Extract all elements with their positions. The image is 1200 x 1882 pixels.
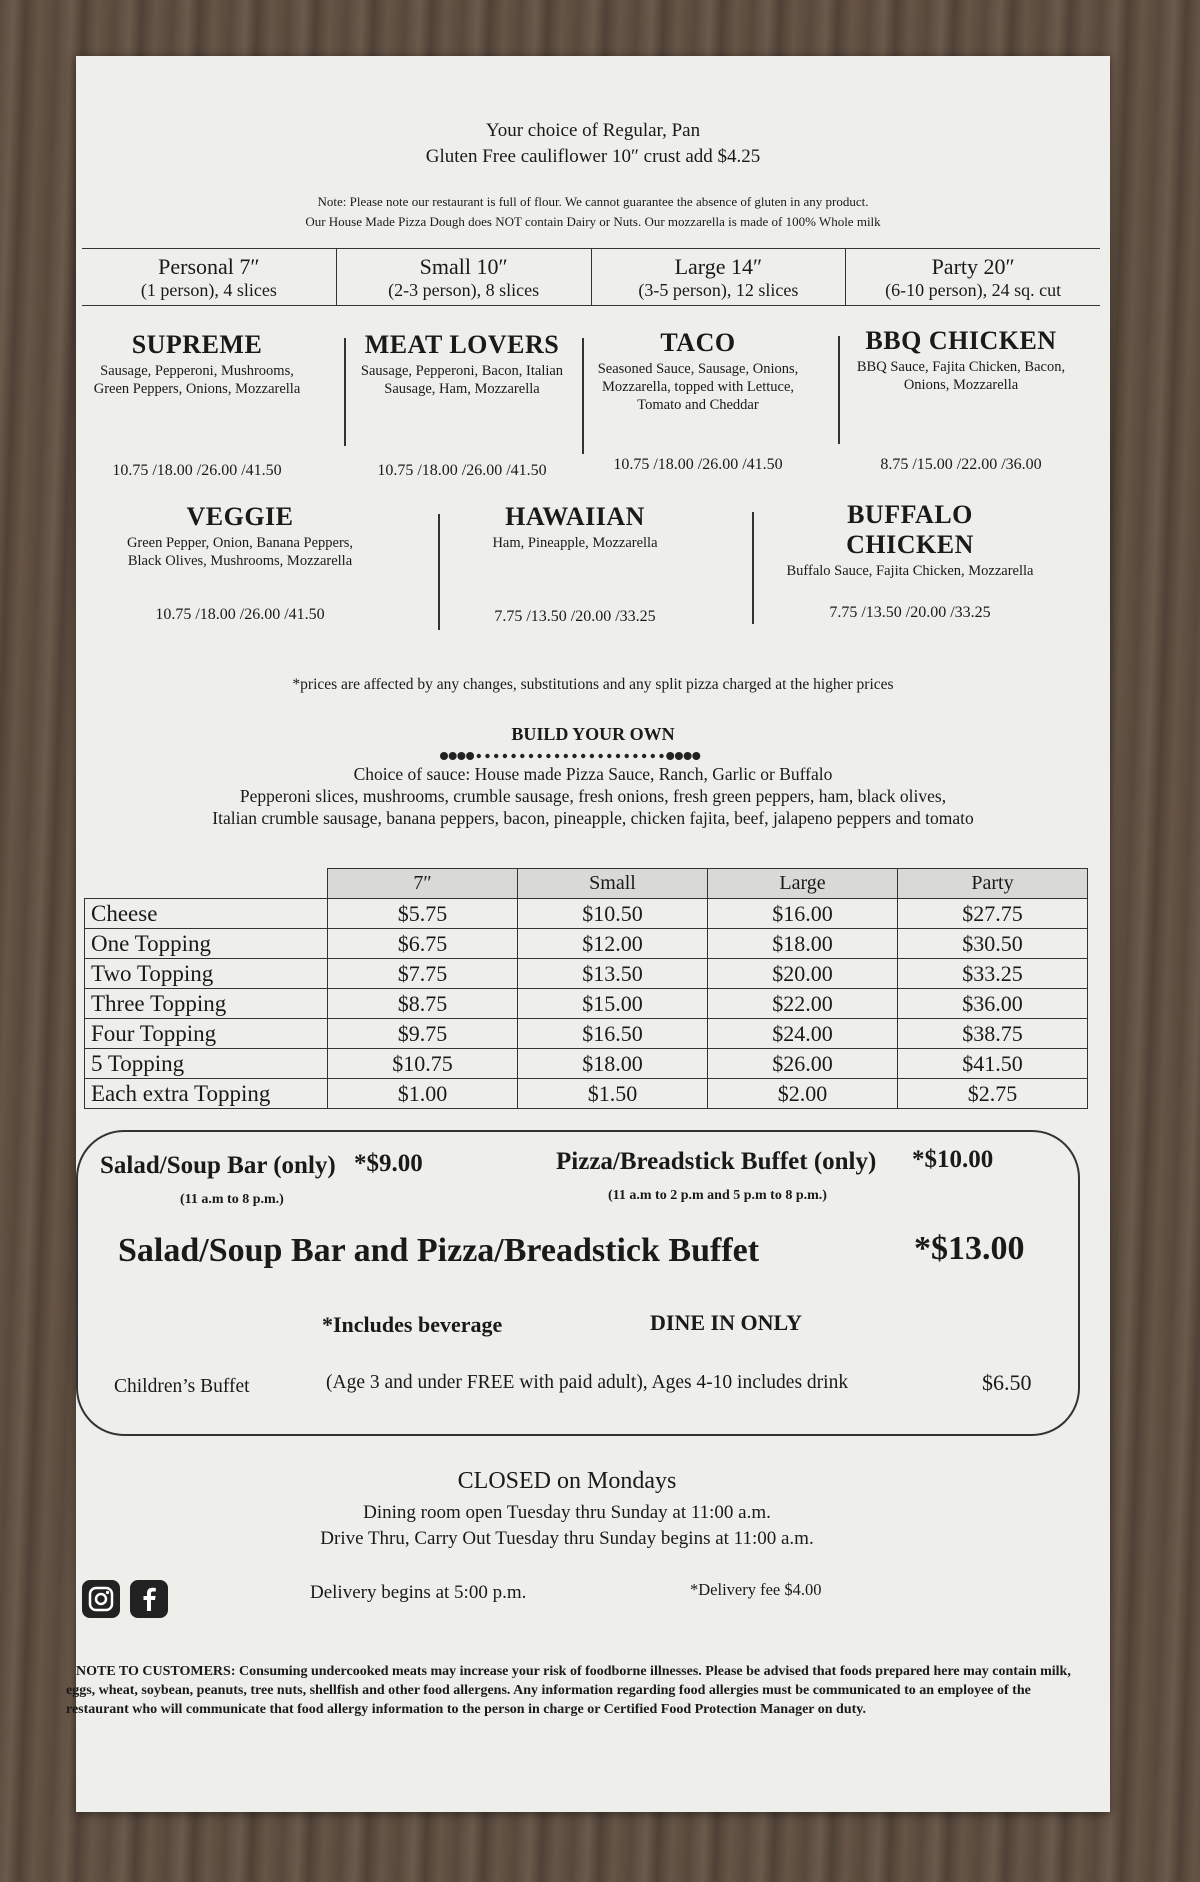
delivery-hours: Delivery begins at 5:00 p.m. — [310, 1582, 527, 1603]
build-your-own-title: BUILD YOUR OWN — [511, 724, 675, 744]
divider-dot — [642, 754, 646, 758]
table-header — [85, 869, 328, 899]
table-row — [85, 1079, 1088, 1109]
size-name: Personal 7″ — [158, 254, 260, 279]
delivery-fee: *Delivery fee $4.00 — [690, 1580, 822, 1599]
price-cell: $1.50 — [518, 1079, 708, 1109]
pizza-buffet-label: Pizza/Breadstick Buffet (only) — [556, 1148, 877, 1175]
divider-dot — [520, 754, 524, 758]
divider-dot — [607, 754, 611, 758]
specialty-title: BBQ CHICKEN — [865, 326, 1057, 355]
salad-bar-hours: (11 a.m to 8 p.m.) — [180, 1192, 284, 1207]
price-cell: $2.00 — [708, 1079, 898, 1109]
divider-dot — [494, 754, 498, 758]
table-header-row — [85, 869, 1088, 899]
specialty-bbq-chicken — [848, 326, 1074, 482]
price-cell: $33.25 — [898, 959, 1088, 989]
divider — [752, 512, 754, 624]
price-cell: $5.75 — [328, 899, 518, 929]
crust-choice: Your choice of Regular, Pan — [485, 120, 701, 141]
combo-buffet-price: *$13.00 — [914, 1230, 1025, 1267]
size-large — [591, 249, 846, 305]
menu-paper — [66, 56, 1110, 1812]
price-cell: $6.75 — [328, 929, 518, 959]
size-desc: (3-5 person), 12 slices — [638, 280, 799, 300]
specialty-ingredients: Ham, Pineapple, Mozzarella — [492, 535, 658, 551]
toppings-line-1: Pepperoni slices, mushrooms, crumble sausage, fresh onions, fresh green peppers, ham, black olives, — [239, 786, 947, 806]
price-cell: $1.00 — [328, 1079, 518, 1109]
divider-dot — [503, 754, 507, 758]
childrens-buffet-label: Children’s Buffet — [114, 1376, 250, 1397]
price-cell: $22.00 — [708, 989, 898, 1019]
buffet-box — [76, 1130, 1080, 1436]
row-label: Three Topping — [85, 989, 328, 1019]
specialty-title: MEAT LOVERS — [364, 330, 560, 359]
price-cell: $16.50 — [518, 1019, 708, 1049]
specialty-prices: 10.75 /18.00 /26.00 /41.50 — [155, 606, 325, 623]
specialty-meat-lovers — [358, 330, 566, 486]
divider-dot — [598, 754, 602, 758]
salad-bar-label: Salad/Soup Bar (only) — [100, 1152, 336, 1179]
specialty-ingredients: Sausage, Pepperoni, Bacon, Italian Sausage, Ham, Mozzarella — [360, 363, 564, 397]
price-cell: $36.00 — [898, 989, 1088, 1019]
gluten-free-note: Gluten Free cauliflower 10″ crust add $4.25 — [425, 146, 761, 167]
price-cell: $10.50 — [518, 899, 708, 929]
toppings-line-2: Italian crumble sausage, banana peppers, bacon, pineapple, chicken fajita, beef, jalapeno peppers and tomato — [212, 808, 974, 828]
divider-dot — [449, 752, 457, 760]
specialty-taco — [592, 328, 804, 484]
specialty-ingredients: Sausage, Pepperoni, Mushrooms, Green Peppers, Onions, Mozzarella — [93, 363, 301, 397]
divider-dot — [564, 754, 568, 758]
table-row — [85, 899, 1088, 929]
table-header: Large — [708, 869, 898, 899]
price-cell: $12.00 — [518, 929, 708, 959]
table-row — [85, 1049, 1088, 1079]
price-cell: $16.00 — [708, 899, 898, 929]
size-name: Large 14″ — [674, 254, 763, 279]
instagram-icon[interactable] — [82, 1580, 120, 1618]
price-cell: $20.00 — [708, 959, 898, 989]
price-cell: $13.50 — [518, 959, 708, 989]
price-cell: $10.75 — [328, 1049, 518, 1079]
table-row — [85, 959, 1088, 989]
specialty-ingredients: Buffalo Sauce, Fajita Chicken, Mozzarella — [786, 563, 1034, 579]
divider-dot — [692, 752, 700, 760]
specialty-title: BUFFALO CHICKEN — [846, 500, 974, 559]
divider — [582, 338, 584, 454]
specialty-title: SUPREME — [131, 330, 263, 359]
size-personal — [82, 249, 336, 305]
dine-in-only: DINE IN ONLY — [650, 1310, 803, 1335]
size-desc: (6-10 person), 24 sq. cut — [885, 280, 1062, 300]
size-small — [336, 249, 591, 305]
row-label: Cheese — [85, 899, 328, 929]
table-header: 7″ — [328, 869, 518, 899]
divider — [438, 514, 440, 630]
dot-divider — [438, 750, 702, 762]
drive-thru-hours: Drive Thru, Carry Out Tuesday thru Sunday begins at 11:00 a.m. — [320, 1528, 814, 1549]
specialty-buffalo-chicken — [786, 500, 1034, 650]
divider-dot — [666, 752, 674, 760]
allergen-note: NOTE TO CUSTOMERS: Consuming undercooked meats may increase your risk of foodborne illnesses. Please be advised that foods prepared here may contain milk, eggs, wheat, soybean, peanuts, tree nuts, shellfish and other food allergens. Any information regarding food allergies must be communicated to an employee of the restaurant who will communicate that food allergy information to the person in charge or Certified Food Protection Manager on duty. — [66, 1664, 1071, 1717]
price-cell: $27.75 — [898, 899, 1088, 929]
size-desc: (2-3 person), 8 slices — [388, 280, 540, 300]
specialty-prices: 10.75 /18.00 /26.00 /41.50 — [613, 456, 783, 473]
childrens-buffet-price: $6.50 — [982, 1370, 1032, 1395]
dining-room-hours: Dining room open Tuesday thru Sunday at 11:00 a.m. — [363, 1502, 771, 1523]
table-row — [85, 989, 1088, 1019]
price-cell: $30.50 — [898, 929, 1088, 959]
specialty-hawaiian — [472, 502, 678, 652]
divider-dot — [477, 754, 481, 758]
divider-dot — [684, 752, 692, 760]
pizza-buffet-hours: (11 a.m to 2 p.m and 5 p.m to 8 p.m.) — [608, 1188, 827, 1203]
price-cell: $38.75 — [898, 1019, 1088, 1049]
divider-dot — [651, 754, 655, 758]
divider-dot — [511, 754, 515, 758]
divider-dot — [581, 754, 585, 758]
row-label: Each extra Topping — [85, 1079, 328, 1109]
divider-dot — [616, 754, 620, 758]
divider-dot — [633, 754, 637, 758]
price-cell: $7.75 — [328, 959, 518, 989]
price-cell: $18.00 — [518, 1049, 708, 1079]
childrens-buffet-desc: (Age 3 and under FREE with paid adult), Ages 4-10 includes drink — [326, 1372, 849, 1393]
closed-mondays: CLOSED on Mondays — [457, 1468, 677, 1494]
price-cell: $24.00 — [708, 1019, 898, 1049]
divider-dot — [529, 754, 533, 758]
divider-dot — [590, 754, 594, 758]
pizza-buffet-price: *$10.00 — [912, 1146, 994, 1173]
divider-dot — [466, 752, 474, 760]
specialty-supreme — [82, 330, 312, 486]
salad-bar-price: *$9.00 — [354, 1150, 423, 1177]
price-change-note: *prices are affected by any changes, substitutions and any split pizza charged at the higher prices — [292, 676, 894, 693]
specialty-ingredients: Seasoned Sauce, Sausage, Onions, Mozzarella, topped with Lettuce, Tomato and Cheddar — [597, 361, 799, 413]
divider-dot — [538, 754, 542, 758]
price-cell: $41.50 — [898, 1049, 1088, 1079]
specialty-prices: 7.75 /13.50 /20.00 /33.25 — [829, 604, 991, 621]
size-name: Small 10″ — [419, 254, 508, 279]
table-row — [85, 1019, 1088, 1049]
divider-dot — [546, 754, 550, 758]
table-row — [85, 929, 1088, 959]
price-cell: $18.00 — [708, 929, 898, 959]
specialty-veggie — [120, 502, 360, 652]
specialty-prices: 7.75 /13.50 /20.00 /33.25 — [494, 608, 656, 625]
price-cell: $8.75 — [328, 989, 518, 1019]
combo-buffet-label: Salad/Soup Bar and Pizza/Breadstick Buffet — [118, 1232, 760, 1269]
row-label: Four Topping — [85, 1019, 328, 1049]
specialty-title: TACO — [660, 328, 736, 357]
specialty-ingredients: Green Pepper, Onion, Banana Peppers, Black Olives, Mushrooms, Mozzarella — [126, 535, 354, 569]
price-cell: $15.00 — [518, 989, 708, 1019]
specialty-title: VEGGIE — [186, 502, 294, 531]
divider-dot — [625, 754, 629, 758]
size-desc: (1 person), 4 slices — [140, 280, 277, 300]
divider-dot — [675, 752, 683, 760]
size-name: Party 20″ — [931, 254, 1015, 279]
row-label: 5 Topping — [85, 1049, 328, 1079]
dough-note: Our House Made Pizza Dough does NOT contain Dairy or Nuts. Our mozzarella is made of 100% Whole milk — [305, 214, 881, 229]
row-label: Two Topping — [85, 959, 328, 989]
divider-dot — [485, 754, 489, 758]
specialty-prices: 10.75 /18.00 /26.00 /41.50 — [377, 462, 547, 479]
price-cell: $26.00 — [708, 1049, 898, 1079]
divider — [344, 338, 346, 446]
table-header: Small — [518, 869, 708, 899]
size-party — [845, 249, 1100, 305]
price-cell: $9.75 — [328, 1019, 518, 1049]
sauce-choice: Choice of sauce: House made Pizza Sauce, Ranch, Garlic or Buffalo — [353, 764, 833, 784]
specialty-ingredients: BBQ Sauce, Fajita Chicken, Bacon, Onions, Mozzarella — [856, 359, 1066, 393]
divider-dot — [555, 754, 559, 758]
specialty-prices: 8.75 /15.00 /22.00 /36.00 — [880, 456, 1042, 473]
divider-dot — [457, 752, 465, 760]
row-label: One Topping — [85, 929, 328, 959]
size-row — [82, 248, 1100, 306]
flour-note: Note: Please note our restaurant is full of flour. We cannot guarantee the absence of gluten in any product. — [317, 194, 869, 209]
divider-dot — [659, 754, 663, 758]
build-your-own-price-table — [84, 868, 1088, 1109]
divider-dot — [440, 752, 448, 760]
specialty-prices: 10.75 /18.00 /26.00 /41.50 — [112, 462, 282, 479]
divider-dot — [572, 754, 576, 758]
includes-beverage: *Includes beverage — [322, 1312, 503, 1337]
divider — [838, 336, 840, 444]
specialty-title: HAWAIIAN — [505, 502, 645, 531]
table-header: Party — [898, 869, 1088, 899]
facebook-icon[interactable] — [130, 1580, 168, 1618]
price-cell: $2.75 — [898, 1079, 1088, 1109]
